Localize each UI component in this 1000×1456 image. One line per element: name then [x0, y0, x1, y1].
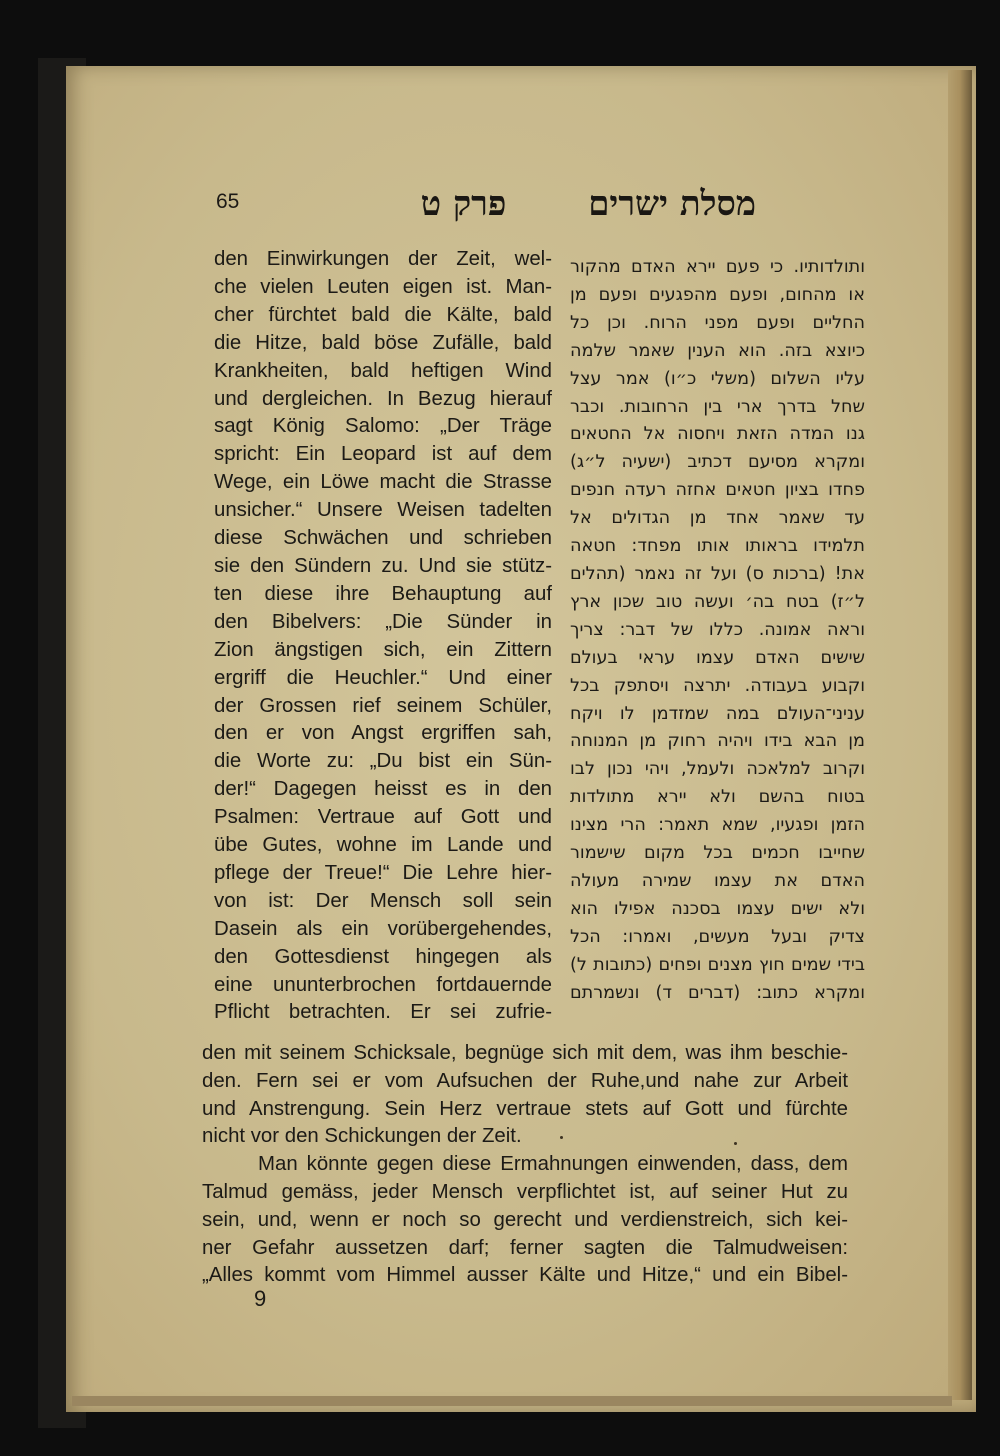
- text-line: האדם את עצמו שמירה מעולה: [570, 870, 865, 891]
- text-line: pflege der Treue!“ Die Lehre hier-: [214, 861, 552, 884]
- text-line: Dasein als ein vorübergehendes,: [214, 917, 552, 940]
- text-line: nicht vor den Schickungen der Zeit.: [202, 1125, 522, 1148]
- page-number: 65: [216, 190, 240, 213]
- text-line: ותולדותיו. כי פעם יירא האדם מהקור: [570, 257, 865, 277]
- text-line: ומקרא כתוב: (דברים ד) ונשמרתם: [570, 982, 865, 1003]
- text-line: und dergleichen. In Bezug hierauf: [214, 387, 552, 410]
- text-line: Krankheiten, bald heftigen Wind: [214, 359, 552, 382]
- hebrew-text-column: [570, 254, 865, 1007]
- text-line: ולא ישים עצמו בסכנה אפילו הוא: [570, 898, 865, 919]
- text-line: וראה אמונה. כללו של דבר: צריך: [570, 619, 865, 640]
- text-line: הזמן ופגעיו, שמא תאמר: הרי מצינו: [570, 815, 865, 836]
- printer-signature-mark: 9: [254, 1286, 267, 1311]
- text-line: ל״ז) בטח בה׳ ועשה טוב שכון ארץ: [570, 591, 865, 612]
- text-line: גנו המדה הזאת ויחסוה אל החטאים: [570, 424, 865, 445]
- text-line: שחייבו חכמים בכל מקום שישמור: [570, 843, 865, 864]
- text-line: sein, und, wenn er noch so gerecht und verdienstreich, sich kei-: [202, 1208, 848, 1231]
- text-line: מן הבא בידו ויהיה רחוק מן המנוחה: [570, 731, 865, 752]
- text-line: sie den Sündern zu. Und sie stütz-: [214, 554, 552, 577]
- running-head-word: מסלת: [679, 184, 756, 224]
- text-line: unsicher.“ Unsere Weisen tadelten: [214, 499, 552, 522]
- text-line: Zion ängstigen sich, ein Zittern: [214, 638, 552, 661]
- page-gutter-edge: [948, 70, 972, 1400]
- text-line: בידי שמים חוץ מצנים ופחים (כתובות ל): [570, 954, 865, 975]
- text-line: und Anstrengung. Sein Herz vertraue stets auf Gott und fürchte: [202, 1097, 848, 1120]
- german-translation-column: [214, 246, 552, 1027]
- text-line: den er von Angst ergriffen sah,: [214, 722, 552, 745]
- text-line: החליים ופעם מפני הרוח. וכן כל: [570, 312, 865, 333]
- text-line: שחל בדרך ארי בין הרחובות. וכבר: [570, 396, 865, 417]
- text-line: sagt König Salomo: „Der Träge: [214, 415, 552, 438]
- text-line: der!“ Dagegen heisst es in den: [214, 778, 552, 801]
- text-line: cher fürchtet bald die Kälte, bald: [214, 303, 552, 326]
- german-translation-continuation: [202, 1040, 848, 1290]
- text-line: עליו השלום (משלי כ״ו) אמר עצל: [570, 368, 865, 389]
- text-line: die Hitze, bald böse Zufälle, bald: [214, 331, 552, 354]
- text-line: die Worte zu: „Du bist ein Sün-: [214, 750, 552, 773]
- running-head-word: ישרים: [588, 184, 669, 224]
- text-line: ner Gefahr aussetzen darf; ferner sagten die Talmudweisen:: [202, 1236, 848, 1259]
- page-bottom-edge: [72, 1396, 952, 1406]
- text-line: diese Schwächen und schrieben: [214, 527, 552, 550]
- text-line: spricht: Ein Leopard ist auf dem: [214, 443, 552, 466]
- text-line: תלמידו בראותו אותו מפחד: חטאה: [570, 536, 865, 557]
- text-line: Psalmen: Vertraue auf Gott und: [214, 806, 552, 829]
- text-line: את! (ברכות ס) ועל זה נאמר (תהלים: [570, 563, 865, 584]
- text-line: עניני־העולם במה שמזדמן לו ויקח: [570, 703, 865, 724]
- text-line: וקבוע בעבודה. יתרצה ויסתפק בכל: [570, 675, 865, 696]
- text-line: den mit seinem Schicksale, begnüge sich mit dem, was ihm beschie-: [202, 1042, 848, 1064]
- text-line: den Einwirkungen der Zeit, wel-: [214, 248, 552, 270]
- text-line: „Alles kommt vom Himmel ausser Kälte und Hitze,“ und ein Bibel-: [202, 1264, 848, 1287]
- text-line: Man könnte gegen diese Ermahnungen einwenden, dass, dem: [258, 1153, 848, 1176]
- page-header: [216, 184, 756, 232]
- text-line: פחדו בציון חטאים אחזה רעדה חנפים: [570, 480, 865, 501]
- text-line: ומקרא מסיעם דכתיב (ישעיה ל״ג): [570, 452, 865, 473]
- text-line: Talmud gemäss, jeder Mensch verpflichtet ist, auf seiner Hut zu: [202, 1180, 848, 1203]
- text-line: ergriff die Heuchler.“ Und einer: [214, 666, 552, 689]
- text-line: eine ununterbrochen fortdauernde: [214, 973, 552, 996]
- text-line: der Grossen rief seinem Schüler,: [214, 694, 552, 717]
- text-line: עד שאמר אחד מן הגדולים אל: [570, 508, 865, 529]
- text-line: צדיק ובעל מעשים, ואמרו: הכל: [570, 926, 865, 947]
- text-line: Pflicht betrachten. Er sei zufrie-: [214, 1001, 552, 1024]
- running-head-word: פרק ט: [420, 184, 507, 224]
- text-line: che vielen Leuten eigen ist. Man-: [214, 275, 552, 298]
- running-head: [337, 184, 756, 224]
- text-line: שישים האדם עצמו עראי בעולם: [570, 647, 865, 668]
- text-line: או מהחום, ופעם מהפגעים ופעם מן: [570, 284, 865, 305]
- text-line: übe Gutes, wohne im Lande und: [214, 834, 552, 857]
- text-line: ten diese ihre Behauptung auf: [214, 582, 552, 605]
- text-line: den Gottesdienst hingegen als: [214, 945, 552, 968]
- text-line: den Bibelvers: „Die Sünder in: [214, 610, 552, 633]
- text-line: כיוצא בזה. הוא הענין שאמר שלמה: [570, 340, 865, 361]
- text-line: Wege, ein Löwe macht die Strasse: [214, 471, 552, 494]
- text-line: בטוח בהשם ולא יירא מתולדות: [570, 787, 865, 808]
- text-line: von ist: Der Mensch soll sein: [214, 889, 552, 912]
- text-line: den. Fern sei er vom Aufsuchen der Ruhe,und nahe zur Arbeit: [202, 1069, 848, 1092]
- text-line: וקרוב למלאכה ולעמל, ויהי נכון לבו: [570, 759, 865, 780]
